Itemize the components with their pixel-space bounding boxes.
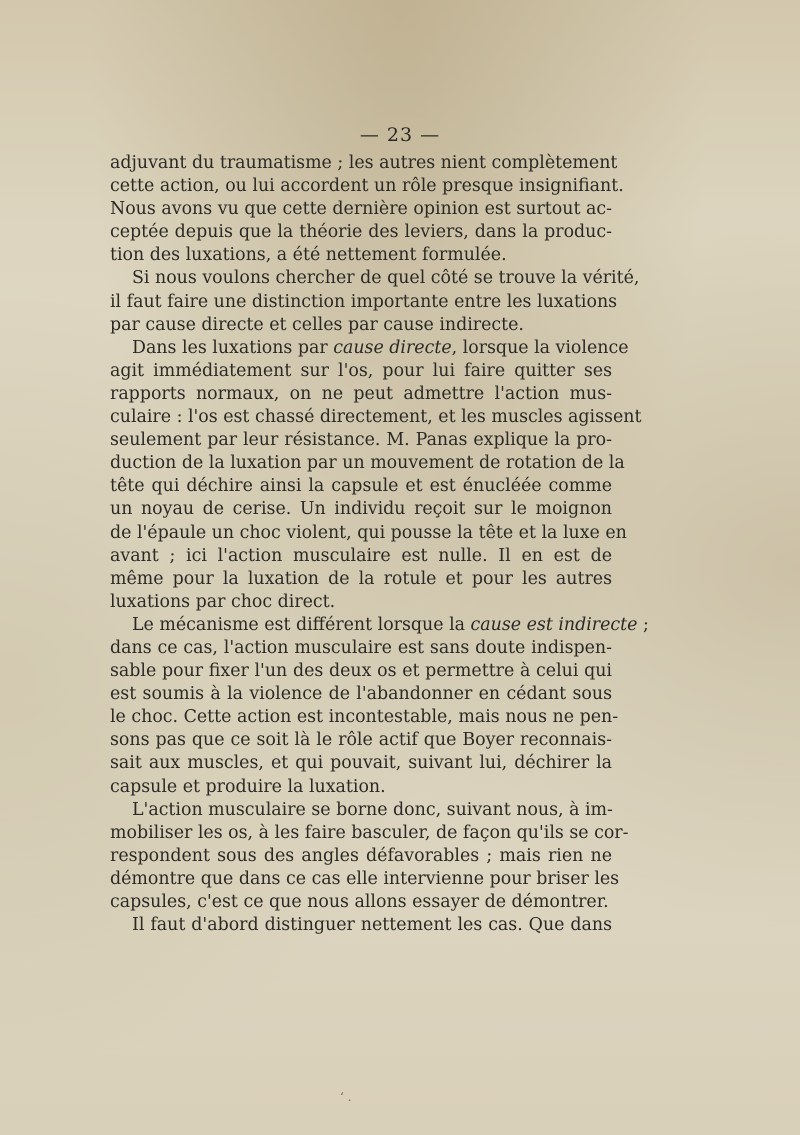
- text-line: dans ce cas, l'action musculaire est sans doute indispen-: [110, 637, 612, 658]
- text-line: duction de la luxation par un mouvement de rotation de la: [110, 453, 625, 474]
- text-line: un noyau de cerise. Un individu reçoit sur le moignon: [110, 499, 612, 520]
- text-line: cette action, ou lui accordent un rôle presque insignifiant.: [110, 176, 624, 197]
- page-number: — 23 —: [359, 124, 441, 146]
- text-line: Dans les luxations par cause directe, lorsque la violence: [132, 337, 629, 358]
- text-line: démontre que dans ce cas elle intervienne pour briser les: [110, 868, 620, 889]
- text-line: capsule et produire la luxation.: [110, 776, 386, 797]
- text-line: est soumis à la violence de l'abandonner en cédant sous: [110, 684, 612, 705]
- text-line: Si nous voulons chercher de quel côté se trouve la vérité,: [132, 268, 640, 289]
- text-line: sable pour fixer l'un des deux os et permettre à celui qui: [110, 661, 612, 682]
- stray-ink-mark: ʻ .: [340, 1090, 352, 1104]
- body-text: [110, 152, 649, 937]
- text-line: tête qui déchire ainsi la capsule et est énucléée comme: [110, 476, 612, 497]
- text-line: même pour la luxation de la rotule et pour les autres: [110, 568, 612, 589]
- text-line: Il faut d'abord distinguer nettement les cas. Que dans: [132, 915, 612, 936]
- text-line: culaire : l'os est chassé directement, et les muscles agissent: [110, 407, 642, 428]
- text-line: sait aux muscles, et qui pouvait, suivant lui, déchirer la: [110, 753, 612, 774]
- text-line: mobiliser les os, à les faire basculer, de façon qu'ils se cor-: [110, 822, 629, 843]
- text-line: respondent sous des angles défavorables ; mais rien ne: [110, 845, 612, 866]
- text-line: rapports normaux, on ne peut admettre l'action mus-: [110, 383, 612, 404]
- text-line: adjuvant du traumatisme ; les autres nient complètement: [110, 153, 618, 173]
- text-line: Nous avons vu que cette dernière opinion est surtout ac-: [110, 199, 612, 220]
- text-line: par cause directe et celles par cause indirecte.: [110, 314, 524, 335]
- text-line: il faut faire une distinction importante entre les luxations: [110, 291, 618, 312]
- text-line: capsules, c'est ce que nous allons essayer de démontrer.: [110, 892, 609, 912]
- text-line: sons pas que ce soit là le rôle actif que Boyer reconnais-: [110, 730, 612, 751]
- text-line: seulement par leur résistance. M. Panas explique la pro-: [110, 430, 612, 451]
- text-line: de l'épaule un choc violent, qui pousse la tête et la luxe en: [110, 522, 627, 543]
- text-line: avant ; ici l'action musculaire est nulle. Il en est de: [110, 545, 612, 566]
- text-line: Le mécanisme est différent lorsque la cause est indirecte ;: [132, 614, 649, 635]
- text-line: tion des luxations, a été nettement formulée.: [110, 245, 507, 266]
- text-line: luxations par choc direct.: [110, 591, 336, 612]
- text-line: le choc. Cette action est incontestable, mais nous ne pen-: [110, 707, 619, 728]
- text-line: L'action musculaire se borne donc, suivant nous, à im-: [132, 799, 613, 820]
- text-line: agit immédiatement sur l'os, pour lui faire quitter ses: [110, 360, 612, 381]
- text-line: ceptée depuis que la théorie des leviers, dans la produc-: [110, 222, 612, 243]
